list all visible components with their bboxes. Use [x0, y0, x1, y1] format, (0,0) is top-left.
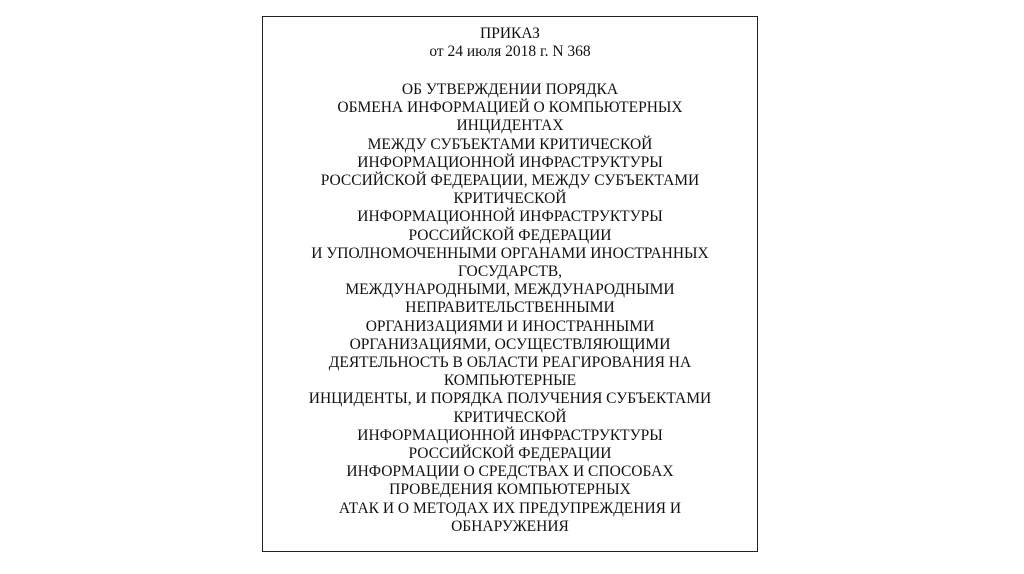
title-line: ИНФОРМАЦИИ О СРЕДСТВАХ И СПОСОБАХ [346, 463, 674, 481]
document-date: от 24 июля 2018 г. N 368 [429, 43, 591, 60]
title-line: МЕЖДУНАРОДНЫМИ, МЕЖДУНАРОДНЫМИ [345, 281, 675, 299]
document-frame [262, 16, 758, 552]
title-line: ИНФОРМАЦИОННОЙ ИНФРАСТРУКТУРЫ [357, 153, 663, 171]
title-line: И УПОЛНОМОЧЕННЫМИ ОРГАНАМИ ИНОСТРАННЫХ [311, 244, 709, 262]
title-line: ПРОВЕДЕНИЯ КОМПЬЮТЕРНЫХ [389, 481, 631, 499]
title-line: ГОСУДАРСТВ, [457, 263, 563, 281]
title-line: ОРГАНИЗАЦИЯМИ, ОСУЩЕСТВЛЯЮЩИМИ [349, 335, 671, 353]
title-line: ИНЦИДЕНТАХ [456, 117, 564, 135]
title-line: РОССИЙСКОЙ ФЕДЕРАЦИИ [408, 445, 612, 463]
title-line: ОРГАНИЗАЦИЯМИ И ИНОСТРАННЫМИ [365, 317, 655, 335]
title-line: ОБ УТВЕРЖДЕНИИ ПОРЯДКА [401, 81, 619, 98]
title-line: КРИТИЧЕСКОЙ [453, 190, 567, 208]
document-header [263, 25, 757, 61]
document-title [263, 81, 757, 536]
title-line: НЕПРАВИТЕЛЬСТВЕННЫМИ [405, 299, 615, 317]
title-line: ИНФОРМАЦИОННОЙ ИНФРАСТРУКТУРЫ [357, 208, 663, 226]
title-line: АТАК И О МЕТОДАХ ИХ ПРЕДУПРЕЖДЕНИЯ И [338, 499, 682, 517]
title-line: ИНФОРМАЦИОННОЙ ИНФРАСТРУКТУРЫ [357, 426, 663, 444]
title-line: КРИТИЧЕСКОЙ [453, 408, 567, 426]
title-line: ОБНАРУЖЕНИЯ [451, 517, 569, 535]
title-line: РОССИЙСКОЙ ФЕДЕРАЦИИ [408, 226, 612, 244]
title-line: ИНЦИДЕНТЫ, И ПОРЯДКА ПОЛУЧЕНИЯ СУБЪЕКТАМИ [308, 390, 712, 408]
title-line: ДЕЯТЕЛЬНОСТЬ В ОБЛАСТИ РЕАГИРОВАНИЯ НА [328, 354, 692, 372]
title-line: КОМПЬЮТЕРНЫЕ [443, 372, 577, 390]
document-heading: ПРИКАЗ [480, 25, 540, 42]
title-line: МЕЖДУ СУБЪЕКТАМИ КРИТИЧЕСКОЙ [367, 135, 653, 153]
title-line: РОССИЙСКОЙ ФЕДЕРАЦИИ, МЕЖДУ СУБЪЕКТАМИ [320, 172, 700, 190]
title-line: ОБМЕНА ИНФОРМАЦИЕЙ О КОМПЬЮТЕРНЫХ [337, 99, 683, 117]
